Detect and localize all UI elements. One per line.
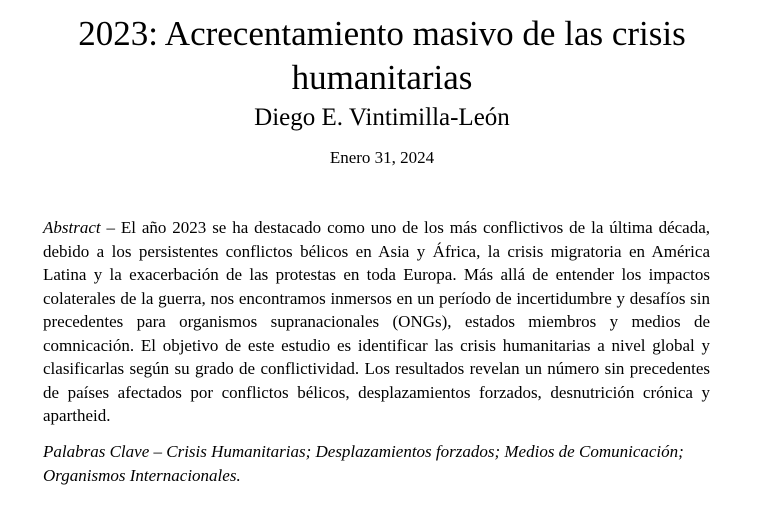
author-name: Diego E. Vintimilla-León	[254, 104, 510, 131]
abstract-separator: –	[100, 218, 121, 237]
keywords-separator: –	[149, 442, 167, 461]
paper-title: 2023: Acrecentamiento masivo de las crisis humanitarias	[78, 14, 686, 97]
abstract-paragraph	[43, 216, 710, 428]
abstract-label: Abstract	[43, 218, 101, 237]
publication-date: Enero 31, 2024	[329, 148, 435, 167]
keywords-text: Crisis Humanitarias; Desplazamientos forzados; Medios de Comunicación; Organismos Internacionales.	[43, 442, 684, 485]
abstract-text: El año 2023 se ha destacado como uno de los más conflictivos de la última década, debido a los persistentes conflictos bélicos en Asia y África, la crisis migratoria en América Latina y la exacerbación de las protestas en toda Europa. Más allá de entender los impactos colaterales de la guerra, nos encontramos inmersos en un período de incertidumbre y desafíos sin precedentes para organismos supranacionales (ONGs), estados miembros y medios de comnicación. El objetivo de este estudio es identificar las crisis humanitarias a nivel global y clasificarlas según su grado de conflictividad. Los resultados revelan un número sin precedentes de países afectados por conflictos bélicos, desplazamientos forzados, desnutrición crónica y apartheid.	[43, 218, 711, 425]
keywords-paragraph	[43, 440, 710, 487]
keywords-label: Palabras Clave	[43, 442, 150, 461]
